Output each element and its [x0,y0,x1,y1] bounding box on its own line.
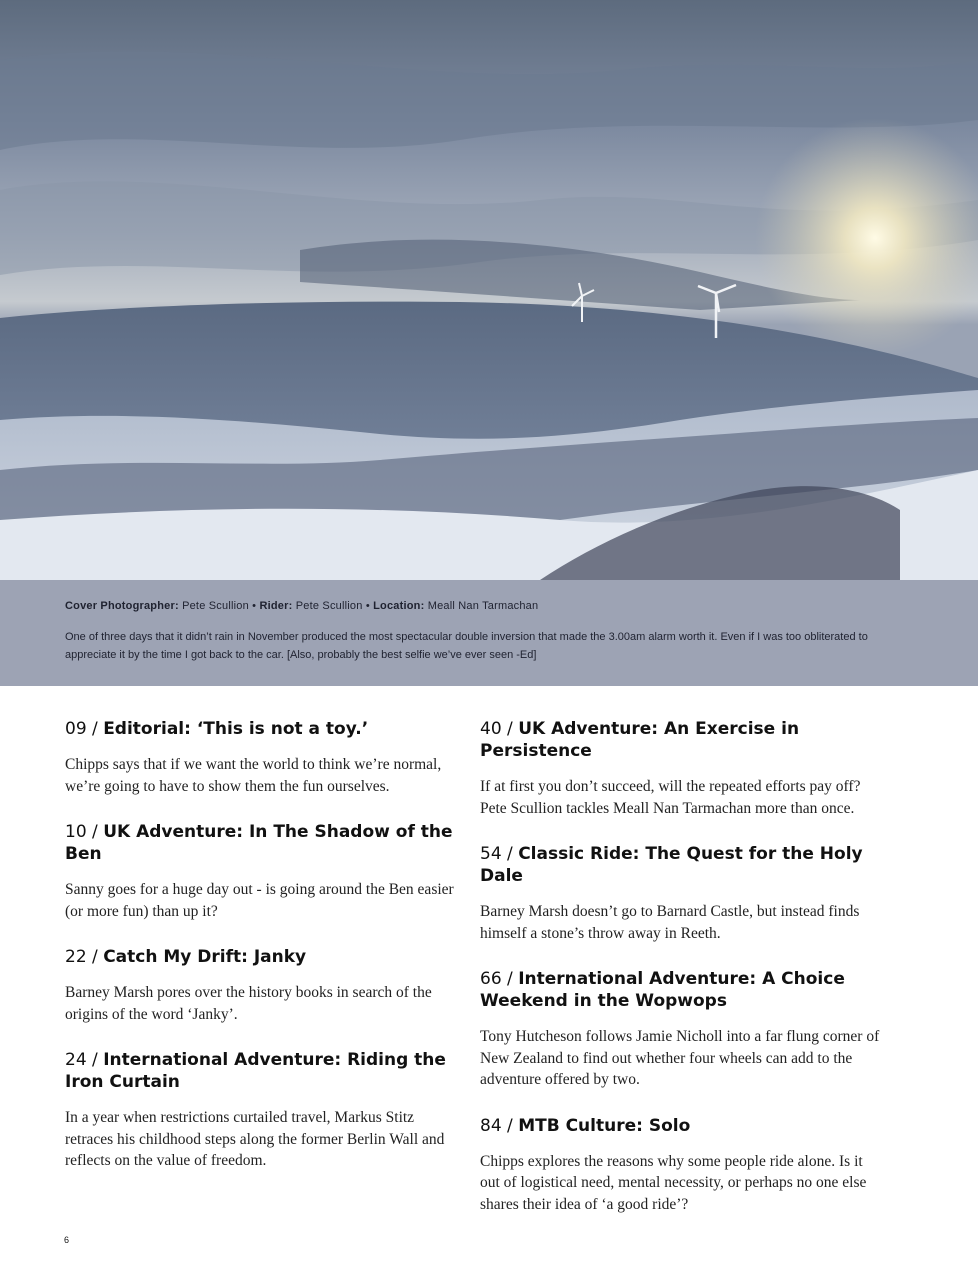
toc-right-column [480,718,880,1239]
toc-left-column [65,718,465,1196]
page-number: 6 [64,1235,70,1245]
credit-label: Rider: [259,600,293,612]
toc-page-number: 10 [65,822,87,842]
toc-description: Chipps says that if we want the world to think we’re normal, we’re going to have to show them the fun ourselves. [65,756,442,795]
sun [755,118,978,358]
toc-title: Classic Ride: The Quest for the Holy Dale [480,844,863,886]
toc-description: If at first you don’t succeed, will the repeated efforts pay off? Pete Scullion tackles Meall Nan Tarmachan more than once. [480,778,861,817]
credit-value: Pete Scullion [295,600,363,612]
toc-page-number: 40 [480,719,502,739]
cover-caption-text: One of three days that it didn’t rain in November produced the most spectacular double inversion that made the 3.00am alarm worth it. Even if I was too obliterated to appreciate it by the time I got back to the car. [Also, probably the best selfie we’ve ever seen -Ed] [65,631,868,661]
toc-entry-heading: 09 / Editorial: ‘This is not a toy.’ [65,719,369,739]
toc-page-number: 54 [480,844,502,864]
toc-title: UK Adventure: In The Shadow of the Ben [65,822,453,864]
toc-description: Sanny goes for a huge day out - is going around the Ben easier (or more fun) than up it? [65,881,454,920]
toc-entry[interactable] [480,1115,880,1216]
credit-label: Cover Photographer: [65,600,179,612]
toc-entry[interactable] [65,821,465,922]
toc-entry-heading: 84 / MTB Culture: Solo [480,1115,691,1136]
toc-title: International Adventure: Riding the Iron Curtain [65,1050,446,1092]
toc-title: MTB Culture: Solo [518,1115,691,1136]
toc-page-number: 22 [65,947,87,967]
toc-page-number: 84 [480,1115,502,1136]
toc-entry-heading: 22 / Catch My Drift: Janky [65,947,307,967]
credit-label: Location: [373,600,425,612]
toc-entry-heading: 54 / Classic Ride: The Quest for the Holy Dale [480,844,863,886]
toc-entry-heading: 10 / UK Adventure: In The Shadow of the Ben [65,822,453,864]
toc-entry[interactable] [65,1049,465,1172]
cover-photo [0,0,978,580]
toc-description: Barney Marsh pores over the history books in search of the origins of the word ‘Janky’. [65,984,432,1023]
toc-entry-heading: 66 / International Adventure: A Choice Weekend in the Wopwops [480,969,845,1011]
toc-page-number: 09 [65,719,87,739]
toc-entry[interactable] [65,718,465,797]
toc-entry[interactable] [480,968,880,1091]
toc-description: Chipps explores the reasons why some people ride alone. Is it out of logistical need, mental necessity, or perhaps no one else shares their idea of ‘a good ride’? [480,1152,867,1213]
credit-value: Meall Nan Tarmachan [427,600,539,612]
toc-description: In a year when restrictions curtailed travel, Markus Stitz retraces his childhood steps along the former Berlin Wall and reflects on the value of freedom. [65,1109,445,1169]
credit-value: Pete Scullion [182,600,249,612]
cover-caption [0,580,978,686]
toc-title: UK Adventure: An Exercise in Persistence [480,719,800,761]
credit-separator: • [252,600,257,612]
toc-title: Catch My Drift: Janky [103,947,307,967]
toc-title: International Adventure: A Choice Weekend in the Wopwops [480,969,845,1011]
toc-entry[interactable] [480,843,880,944]
toc-entry-heading: 24 / International Adventure: Riding the Iron Curtain [65,1050,446,1092]
toc-description: Tony Hutcheson follows Jamie Nicholl into a far flung corner of New Zealand to find out whether four wheels can add to the adventure offered by two. [480,1028,880,1088]
toc-entry[interactable] [480,718,880,819]
toc-entry-heading: 40 / UK Adventure: An Exercise in Persistence [480,719,800,761]
toc-entry[interactable] [65,946,465,1025]
snowy-hill-landscape [0,0,978,580]
toc-page-number: 66 [480,969,502,989]
toc-description: Barney Marsh doesn’t go to Barnard Castle, but instead finds himself a stone’s throw away in Reeth. [480,903,860,942]
credit-separator: • [365,600,370,612]
toc-page-number: 24 [65,1050,87,1070]
toc-title: Editorial: ‘This is not a toy.’ [103,719,369,739]
cover-credits [65,600,538,612]
